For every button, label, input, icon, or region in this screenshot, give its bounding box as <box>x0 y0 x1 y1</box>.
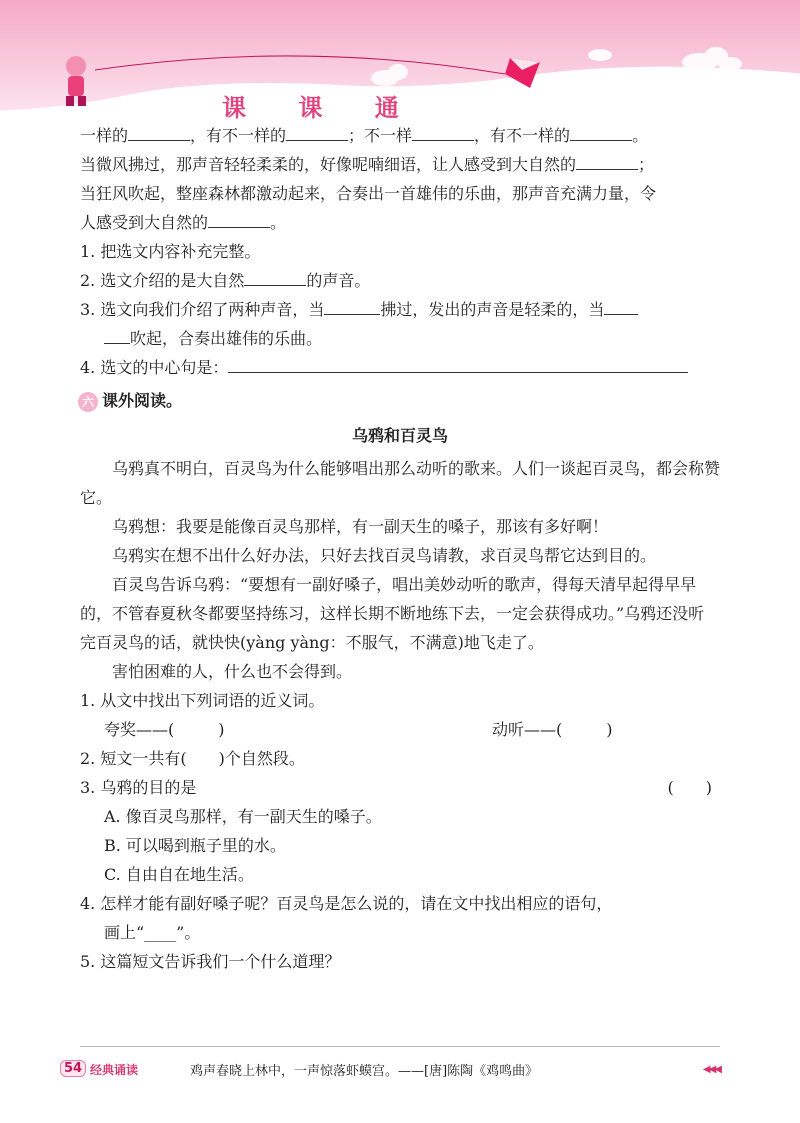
option-a[interactable]: A. 像百灵鸟那样，有一副天生的嗓子。 <box>104 807 382 826</box>
answer-paren[interactable]: ( ) <box>667 778 712 797</box>
text: ； <box>638 155 655 174</box>
text: 夸奖——( <box>104 720 175 739</box>
footer-divider <box>80 1046 720 1047</box>
reading-question-4-cont: 画上“____”。 <box>104 923 201 942</box>
passage-line <box>80 150 720 179</box>
arrow-decoration-icon: ◀◀◀ <box>702 1064 720 1075</box>
question-4 <box>80 353 720 382</box>
article-title: 乌鸦和百灵鸟 <box>351 426 448 445</box>
fill-blank[interactable] <box>104 329 130 344</box>
text: 吹起，合奏出雄伟的乐曲。 <box>130 329 323 348</box>
synonym-item <box>434 715 613 744</box>
article-paragraph: 乌鸦实在想不出什么好办法，只好去找百灵鸟请教，求百灵鸟帮它达到目的。 <box>112 546 657 565</box>
fill-blank[interactable] <box>244 271 306 286</box>
article-paragraph: 害怕困难的人，什么也不会得到。 <box>112 662 353 681</box>
text: 2. 选文介绍的是大自然 <box>80 271 245 290</box>
reading-question-4: 4. 怎样才能有副好嗓子呢？百灵鸟是怎么说的，请在文中找出相应的语句， <box>80 894 613 913</box>
fill-blank[interactable] <box>570 126 632 141</box>
footer-poem: 鸡声春晓上林中，一声惊落虾蟆宫。——[唐]陈陶《鸡鸣曲》 <box>190 1064 539 1079</box>
text: 当微风拂过，那声音轻轻柔柔的，好像呢喃细语，让人感受到大自然的 <box>80 155 577 174</box>
text: ) <box>218 720 225 739</box>
question-1: 1. 把选文内容补充完整。 <box>80 242 261 261</box>
page-header <box>0 0 800 130</box>
text: 。 <box>632 126 649 145</box>
reading-question-3 <box>80 773 720 802</box>
reading-question-2: 2. 短文一共有( )个自然段。 <box>80 749 305 768</box>
fill-blank[interactable] <box>128 126 190 141</box>
question-2 <box>80 266 720 295</box>
fill-blank[interactable] <box>208 213 270 228</box>
article-paragraph: 百灵鸟告诉乌鸦：“要想有一副好嗓子，唱出美妙动听的歌声，得每天清早起得早早的，不管春夏秋冬都要坚持练习，这样长期不断地练下去，一定会获得成功。”乌鸦还没听完百灵鸟的话，就快快(yàng yàng：不服气，不满意)地飞走了。 <box>80 575 705 652</box>
answer-line[interactable] <box>228 358 688 373</box>
brand-title: 课 课 通 <box>222 94 421 122</box>
text: 4. 选文的中心句是： <box>80 358 229 377</box>
worksheet-content <box>80 121 720 976</box>
option-b[interactable]: B. 可以喝到瓶子里的水。 <box>104 836 286 855</box>
text: 。 <box>270 213 287 232</box>
passage-line <box>80 121 720 150</box>
passage-line: 当狂风吹起，整座森林都激动起来，合奏出一首雄伟的乐曲，那声音充满力量，令 <box>80 184 657 203</box>
text: 拂过，发出的声音是轻柔的，当 <box>380 300 605 319</box>
text: ，有不一样的 <box>190 126 287 145</box>
text: 3. 乌鸦的目的是 <box>80 778 197 797</box>
section-title <box>64 386 720 415</box>
reading-question-1: 1. 从文中找出下列词语的近义词。 <box>80 691 325 710</box>
passage-line <box>80 208 720 237</box>
fill-blank[interactable] <box>576 155 638 170</box>
option-c[interactable]: C. 自由自在地生活。 <box>104 865 254 884</box>
fill-blank[interactable] <box>286 126 348 141</box>
text: 课外阅读。 <box>102 391 183 410</box>
page-footer <box>60 1060 740 1090</box>
fill-blank[interactable] <box>604 300 638 315</box>
synonym-item <box>80 715 434 744</box>
text: ，有不一样的 <box>474 126 571 145</box>
page-number: 54 <box>60 1060 86 1077</box>
text: 一样的 <box>80 126 129 145</box>
reading-question-5: 5. 这篇短文告诉我们一个什么道理？ <box>80 952 341 971</box>
section-badge: 六 <box>78 392 98 412</box>
article-paragraph: 乌鸦想：我要是能像百灵鸟那样，有一副天生的嗓子，那该有多好啊！ <box>112 517 609 536</box>
series-label: 经典诵读 <box>90 1063 139 1077</box>
question-3-cont <box>80 324 720 353</box>
text: 3. 选文向我们介绍了两种声音，当 <box>80 300 325 319</box>
question-3 <box>80 295 720 324</box>
text: 的声音。 <box>306 271 371 290</box>
text: ；不一样 <box>348 126 413 145</box>
text: 动听——( <box>492 720 563 739</box>
text: ) <box>606 720 613 739</box>
fill-blank[interactable] <box>412 126 474 141</box>
synonym-row <box>80 715 720 744</box>
article-paragraph: 乌鸦真不明白，百灵鸟为什么能够唱出那么动听的歌来。人们一谈起百灵鸟，都会称赞它。 <box>80 459 721 507</box>
text: 人感受到大自然的 <box>80 213 209 232</box>
fill-blank[interactable] <box>324 300 380 315</box>
